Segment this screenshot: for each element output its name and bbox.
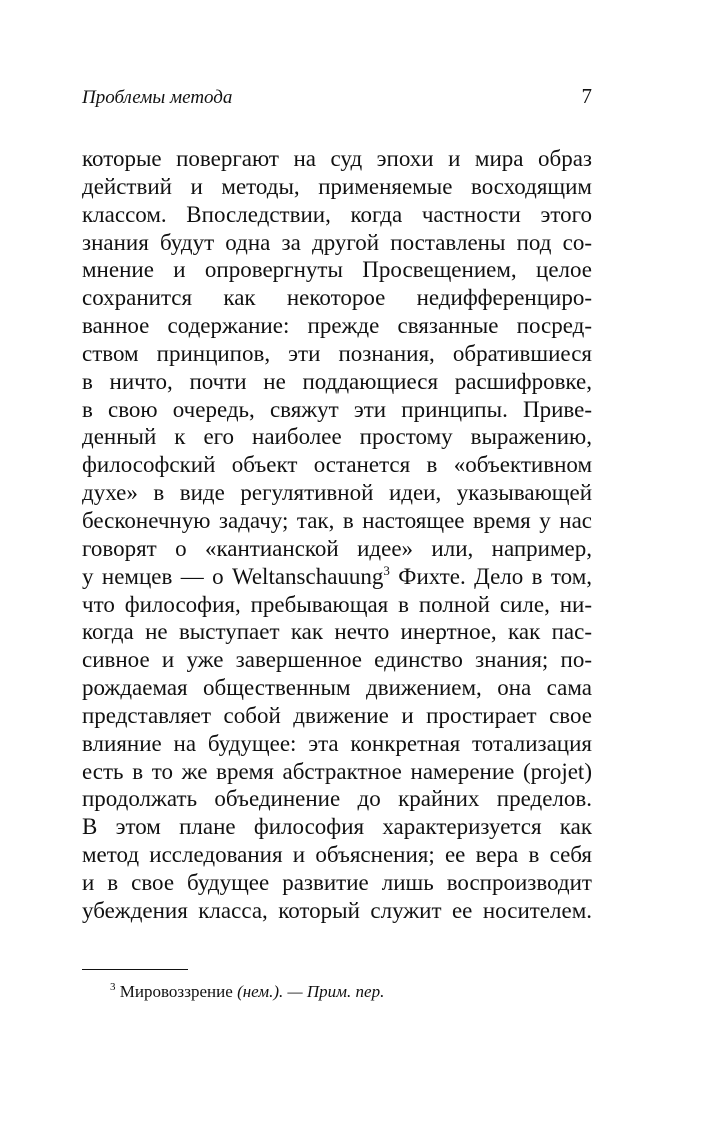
footnote-marker: 3 (110, 981, 116, 993)
text-line: бесконечную задачу; так, в настоящее время у нас (82, 507, 592, 533)
text-line: рождаемая общественным движением, она сама (82, 675, 592, 701)
text-line: денный к его наиболее простому выражению, (82, 424, 592, 450)
text-line: знания будут одна за другой поставлены под со- (82, 229, 592, 255)
footnote-italic-note: (нем.). — Прим. пер. (237, 982, 385, 1001)
footnote-ref[interactable]: 3 (383, 562, 390, 578)
text-line: духе» в виде регулятивной идеи, указывающей (82, 480, 592, 506)
text-line: метод исследования и объяснения; ее вера в себя (82, 842, 592, 868)
footnote-text: Мировоззрение (115, 982, 238, 1001)
page-number: 7 (581, 84, 592, 108)
running-head (82, 86, 592, 116)
running-title: Проблемы метода (82, 87, 233, 108)
text-line: в свою очередь, свяжут эти принципы. Приве- (82, 396, 592, 422)
text-line: убеждения класса, который служит ее носителем. (82, 897, 592, 923)
text-line: что философия, пребывающая в полной силе, ни- (82, 591, 592, 617)
text-line: классом. Впоследствии, когда частности этого (82, 201, 592, 227)
text-line: ванное содержание: прежде связанные посред- (82, 313, 592, 339)
text-line: сохранится как некоторое недифференциро- (82, 285, 592, 311)
footnote (110, 981, 384, 1003)
text-line: и в свое будущее развитие лишь воспроизводит (82, 869, 592, 895)
text-line: ством принципов, эти познания, обратившиеся (82, 340, 592, 366)
text-line: есть в то же время абстрактное намерение (projet) (82, 758, 592, 784)
body-text (82, 145, 592, 925)
text-line: В этом плане философия характеризуется как (82, 814, 592, 840)
text-line: в ничто, почти не поддающиеся расшифровке, (82, 368, 592, 394)
footnote-divider (82, 969, 188, 970)
text-segment: Фихте. Дело в том, (389, 563, 592, 589)
text-line: влияние на будущее: эта конкретная тотализация (82, 730, 592, 756)
text-line-with-footnote-ref (82, 563, 592, 591)
text-line: говорят о «кантианской идее» или, например, (82, 535, 592, 561)
text-line: представляет собой движение и простирает свое (82, 702, 592, 728)
text-line: философский объект останется в «объективном (82, 452, 592, 478)
text-line: когда не выступает как нечто инертное, как пас- (82, 619, 592, 645)
text-segment: у немцев — о Weltanschauung (82, 563, 384, 589)
text-line: действий и методы, применяемые восходящим (82, 173, 592, 199)
text-line: продолжать объединение до крайних пределов. (82, 786, 592, 812)
text-line: которые повергают на суд эпохи и мира образ (82, 146, 592, 171)
text-line: мнение и опровергнуты Просвещением, целое (82, 257, 592, 283)
text-line: сивное и уже завершенное единство знания; по- (82, 647, 592, 673)
